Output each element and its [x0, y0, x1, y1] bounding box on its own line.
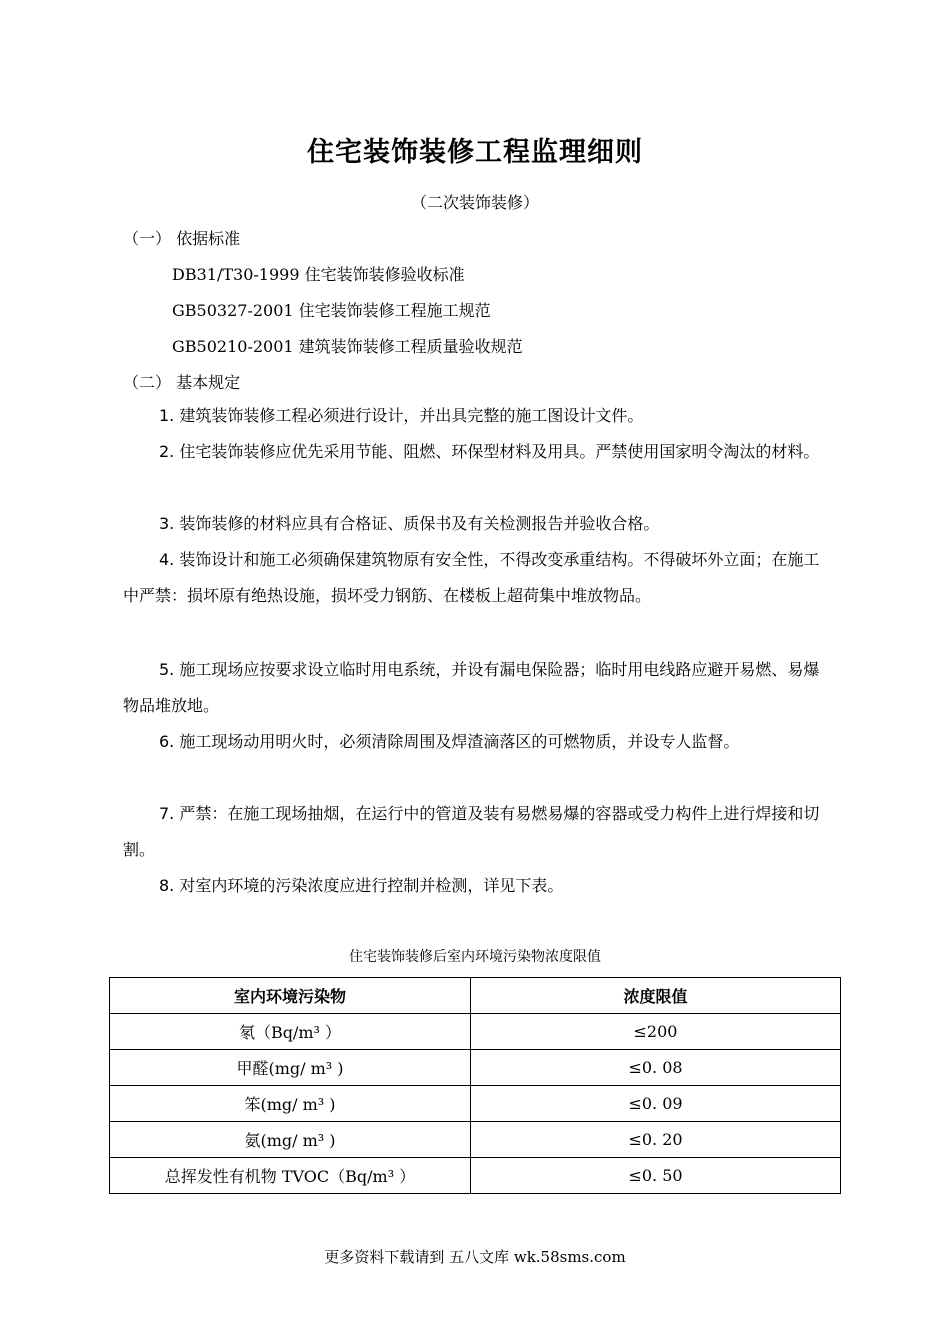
table-cell: ≤0. 09 [471, 1086, 841, 1122]
table-row [110, 1050, 841, 1086]
document-title: 住宅装饰装修工程监理细则 [307, 137, 643, 168]
rule-number: 8. [159, 876, 175, 895]
table-row [110, 1086, 841, 1122]
rule-text: 严禁：在施工现场抽烟，在运行中的管道及装有易燃易爆的容器或受力构件上进行焊接和切割。 [123, 804, 820, 859]
table-cell: 总挥发性有机物 TVOC（Bq/m³ ） [110, 1158, 471, 1194]
section-heading-standards: （一） 依据标准 [123, 229, 241, 248]
table-row [110, 1122, 841, 1158]
table-cell: ≤0. 50 [471, 1158, 841, 1194]
rule-item [123, 434, 829, 470]
rule-text: 装饰设计和施工必须确保建筑物原有安全性，不得改变承重结构。不得破坏外立面；在施工中严禁：损坏原有绝热设施，损坏受力钢筋、在楼板上超荷集中堆放物品。 [123, 550, 820, 605]
rule-number: 5. [159, 660, 175, 679]
rule-number: 1. [159, 406, 175, 425]
rule-text: 对室内环境的污染浓度应进行控制并检测，详见下表。 [179, 876, 564, 895]
column-header: 室内环境污染物 [110, 978, 471, 1014]
table-cell: ≤0. 08 [471, 1050, 841, 1086]
rule-item [123, 796, 829, 868]
standard-item: GB50210-2001 建筑装饰装修工程质量验收规范 [172, 337, 523, 356]
rule-number: 6. [159, 732, 175, 751]
table-cell: 氨(mg/ m³ ) [110, 1122, 471, 1158]
table-caption: 住宅装饰装修后室内环境污染物浓度限值 [349, 949, 601, 965]
table-cell: 甲醛(mg/ m³ ) [110, 1050, 471, 1086]
table-header-row [110, 978, 841, 1014]
rule-number: 7. [159, 804, 175, 823]
section-heading-rules: （二） 基本规定 [123, 373, 241, 392]
footer-link-text[interactable]: 更多资料下载请到 五八文库 wk.58sms.com [324, 1248, 626, 1266]
rule-number: 2. [159, 442, 175, 461]
table-cell: 笨(mg/ m³ ) [110, 1086, 471, 1122]
rule-item [123, 868, 829, 904]
rule-item [123, 506, 829, 542]
document-subtitle: （二次装饰装修） [410, 193, 539, 212]
table-cell: 氡（Bq/m³ ） [110, 1014, 471, 1050]
rule-item [123, 652, 829, 724]
table-cell: ≤0. 20 [471, 1122, 841, 1158]
rule-item [123, 542, 829, 614]
standard-item: GB50327-2001 住宅装饰装修工程施工规范 [172, 301, 491, 320]
rule-item [123, 724, 829, 760]
table-row [110, 1014, 841, 1050]
standard-item: DB31/T30-1999 住宅装饰装修验收标准 [172, 265, 465, 284]
rule-number: 3. [159, 514, 175, 533]
rule-item [123, 398, 829, 434]
rule-text: 施工现场动用明火时，必须清除周围及焊渣滴落区的可燃物质，并设专人监督。 [179, 732, 740, 751]
rule-text: 住宅装饰装修应优先采用节能、阻燃、环保型材料及用具。严禁使用国家明令淘汰的材料。 [179, 442, 820, 461]
rule-text: 施工现场应按要求设立临时用电系统，并设有漏电保险器；临时用电线路应避开易燃、易爆物品堆放地。 [123, 660, 820, 715]
table-row [110, 1158, 841, 1194]
table-cell: ≤200 [471, 1014, 841, 1050]
rule-text: 建筑装饰装修工程必须进行设计，并出具完整的施工图设计文件。 [179, 406, 644, 425]
column-header: 浓度限值 [471, 978, 841, 1014]
rule-number: 4. [159, 550, 175, 569]
rule-text: 装饰装修的材料应具有合格证、质保书及有关检测报告并验收合格。 [179, 514, 660, 533]
pollutant-limits-table [109, 977, 841, 1194]
